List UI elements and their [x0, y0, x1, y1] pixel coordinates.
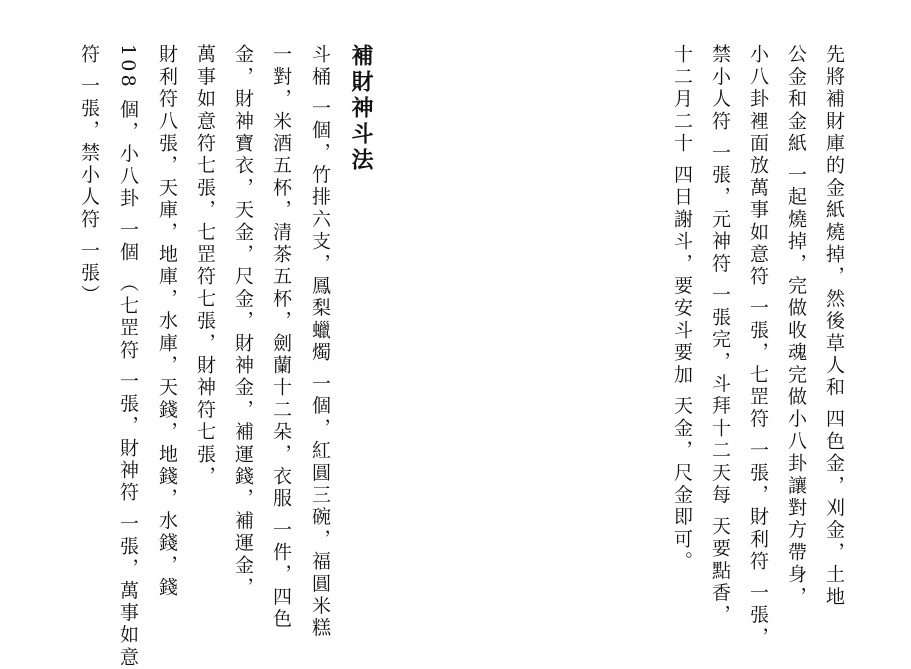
text-column: 符 一張，禁小人符 一張） — [78, 44, 100, 307]
text-column: 禁小人符 一張，元神符 一張完，斗拜十二天每 天要點香， — [709, 44, 731, 627]
text-column: 小八卦裡面放萬事如意符 一張，七罡符 一張，財利符 一張， — [747, 44, 769, 649]
text-column: 財利符八張，天庫，地庫，水庫，天錢，地錢，水錢，錢 — [156, 44, 178, 599]
text-column: 一對，米酒五杯，清茶五杯，劍蘭十二朵，衣服 一件，四色 — [270, 44, 292, 631]
text-column: 108 個，小八卦 一個 （七罡符 一張，財神符 一張，萬事如意 — [117, 44, 139, 669]
text-column: 金，財神寶衣，天金，尺金，財神金，補運錢，補運金， — [232, 44, 254, 599]
text-column: 公金和金紙 一起燒掉，完做收魂完做小八卦讓對方帶身， — [785, 44, 807, 609]
text-column: 萬事如意符七張，七罡符七張，財神符七張， — [194, 44, 216, 488]
text-column: 先將補財庫的金紙燒掉，然後草人和 四色金，刈金，土地 — [823, 44, 845, 609]
text-column: 十二月二十 四日謝斗，要安斗要加 天金，尺金即可。 — [671, 44, 693, 574]
text-column: 斗桶 一個，竹排六支，鳳梨蠟燭 一個，紅圓三碗，福圓米糕 — [309, 44, 331, 640]
section-heading: 補財神斗法 — [348, 44, 374, 174]
